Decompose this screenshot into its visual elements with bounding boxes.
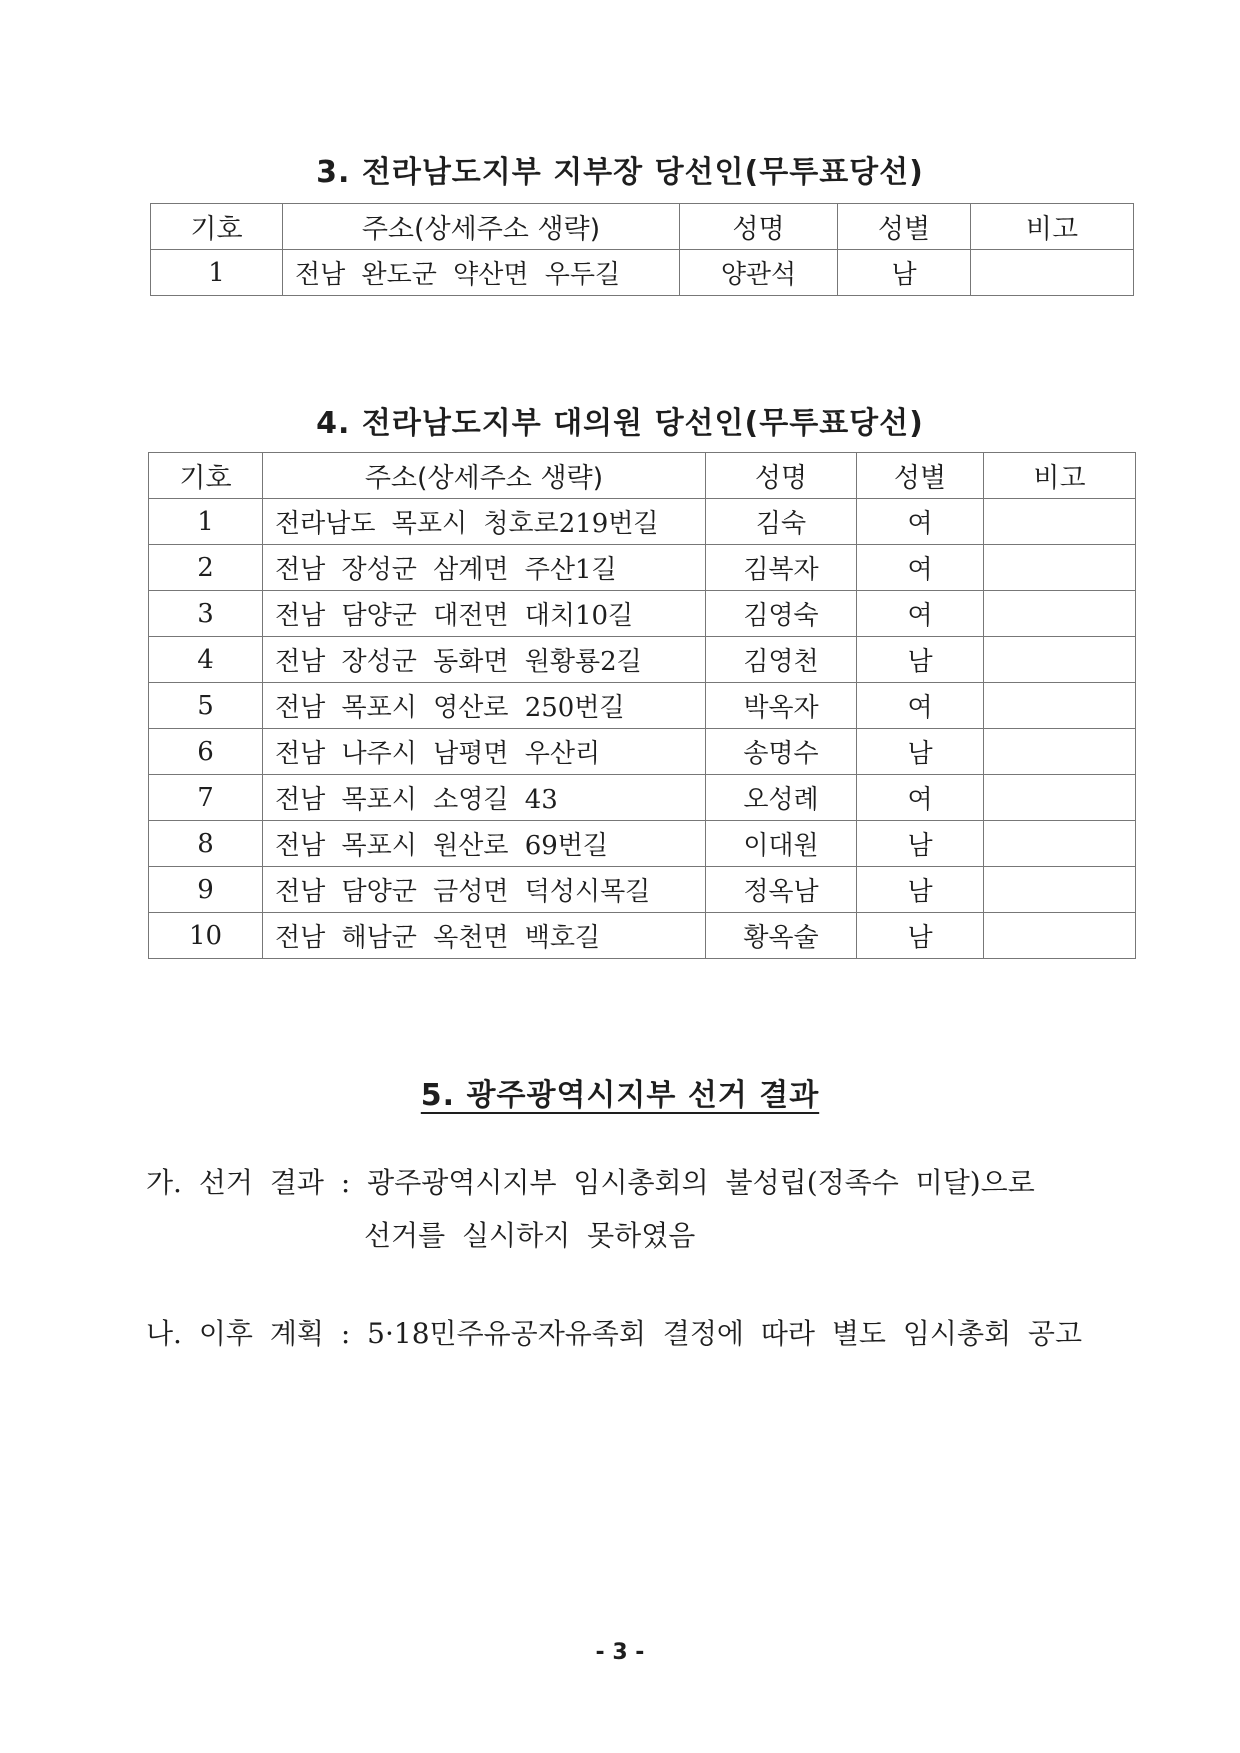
cell-remarks [984,729,1136,775]
cell-name: 송명수 [706,729,857,775]
table-row [149,683,1136,729]
header-address: 주소(상세주소 생략) [283,204,680,250]
cell-gender: 남 [857,867,984,913]
cell-number: 3 [149,591,263,637]
cell-remarks [984,683,1136,729]
cell-number: 1 [151,250,283,296]
cell-remarks [984,867,1136,913]
cell-name: 오성례 [706,775,857,821]
item-ga-line2: 선거를 실시하지 못하였음 [364,1219,696,1252]
cell-remarks [984,545,1136,591]
cell-address: 전남 완도군 약산면 우두길 [283,250,680,296]
section3-table [150,203,1134,296]
cell-gender: 남 [857,729,984,775]
cell-remarks [984,499,1136,545]
table-row [149,775,1136,821]
cell-gender: 여 [857,545,984,591]
cell-address: 전남 목포시 소영길 43 [263,775,706,821]
item-na: 나. 이후 계획 : 5·18민주유공자유족회 결정에 따라 별도 임시총회 공고 [146,1317,1083,1350]
cell-remarks [971,250,1134,296]
header-gender: 성별 [857,453,984,499]
table-row [149,821,1136,867]
cell-remarks [984,913,1136,959]
item-ga-line1: 가. 선거 결과 : 광주광역시지부 임시총회의 불성립(정족수 미달)으로 [146,1166,1035,1199]
header-gender: 성별 [838,204,971,250]
cell-number: 7 [149,775,263,821]
cell-number: 9 [149,867,263,913]
cell-address: 전남 장성군 삼계면 주산1길 [263,545,706,591]
cell-number: 6 [149,729,263,775]
cell-remarks [984,775,1136,821]
page-number: - 3 - [595,1640,645,1665]
cell-name: 김숙 [706,499,857,545]
table-header-row [149,453,1136,499]
header-name: 성명 [680,204,838,250]
cell-address: 전라남도 목포시 청호로219번길 [263,499,706,545]
table-row [149,913,1136,959]
cell-gender: 여 [857,683,984,729]
cell-number: 5 [149,683,263,729]
cell-number: 4 [149,637,263,683]
table-row [149,867,1136,913]
cell-name: 이대원 [706,821,857,867]
cell-name: 정옥남 [706,867,857,913]
cell-number: 10 [149,913,263,959]
cell-gender: 여 [857,775,984,821]
cell-address: 전남 목포시 영산로 250번길 [263,683,706,729]
header-remarks: 비고 [971,204,1134,250]
cell-address: 전남 담양군 대전면 대치10길 [263,591,706,637]
section3-title: 3. 전라남도지부 지부장 당선인(무투표당선) [316,155,924,190]
cell-name: 김영천 [706,637,857,683]
header-number: 기호 [149,453,263,499]
table-row [149,637,1136,683]
cell-name: 박옥자 [706,683,857,729]
cell-remarks [984,637,1136,683]
cell-name: 양관석 [680,250,838,296]
cell-name: 김복자 [706,545,857,591]
table-row [151,250,1134,296]
cell-address: 전남 해남군 옥천면 백호길 [263,913,706,959]
cell-gender: 남 [857,913,984,959]
cell-remarks [984,821,1136,867]
cell-number: 8 [149,821,263,867]
cell-gender: 여 [857,591,984,637]
cell-name: 김영숙 [706,591,857,637]
cell-name: 황옥술 [706,913,857,959]
table-row [149,729,1136,775]
table-header-row [151,204,1134,250]
cell-address: 전남 담양군 금성면 덕성시목길 [263,867,706,913]
section4-table [148,452,1136,959]
table-row [149,499,1136,545]
section5-title [0,1070,1240,1114]
table-row [149,545,1136,591]
section4-title: 4. 전라남도지부 대의원 당선인(무투표당선) [316,406,924,441]
header-name: 성명 [706,453,857,499]
cell-number: 2 [149,545,263,591]
cell-gender: 여 [857,499,984,545]
cell-address: 전남 장성군 동화면 원황룡2길 [263,637,706,683]
section5-title-text: 5. 광주광역시지부 선거 결과 [420,1078,820,1113]
cell-gender: 남 [857,637,984,683]
header-remarks: 비고 [984,453,1136,499]
cell-number: 1 [149,499,263,545]
header-number: 기호 [151,204,283,250]
cell-gender: 남 [838,250,971,296]
cell-address: 전남 목포시 원산로 69번길 [263,821,706,867]
cell-gender: 남 [857,821,984,867]
table-row [149,591,1136,637]
cell-address: 전남 나주시 남평면 우산리 [263,729,706,775]
header-address: 주소(상세주소 생략) [263,453,706,499]
cell-remarks [984,591,1136,637]
